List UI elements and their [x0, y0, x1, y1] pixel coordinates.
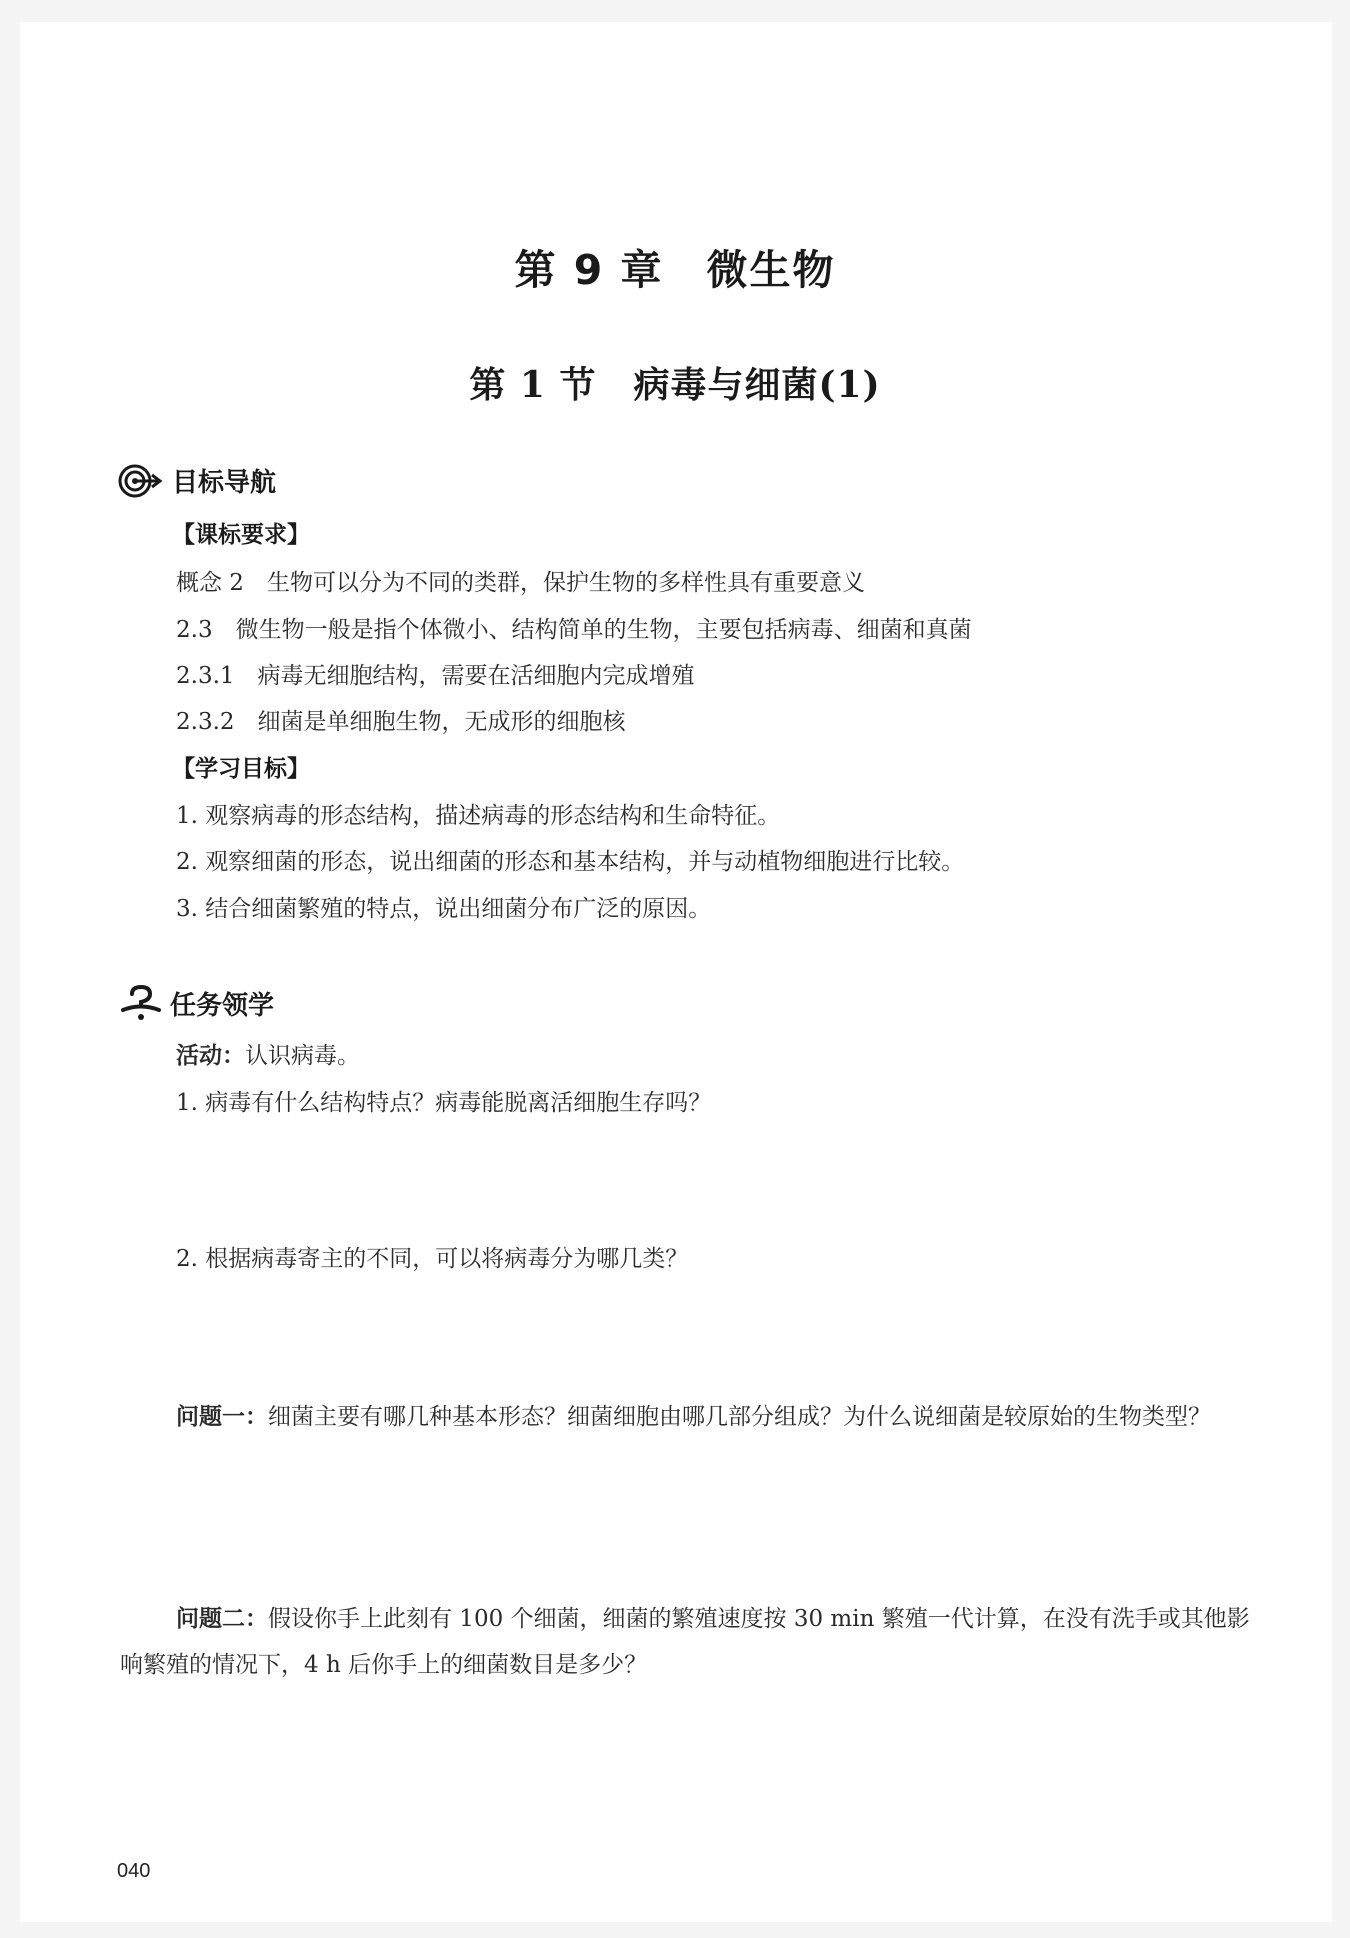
- page-number: 040: [117, 1860, 151, 1882]
- problem-2: [120, 1596, 1260, 1688]
- question-1: 1. 病毒有什么结构特点？病毒能脱离活细胞生存吗？: [176, 1090, 712, 1116]
- curriculum-item: 2.3 微生物一般是指个体微小、结构简单的生物，主要包括病毒、细菌和真菌: [176, 617, 972, 643]
- objective-item: 1. 观察病毒的形态结构，描述病毒的形态结构和生命特征。: [176, 803, 781, 829]
- problem-1-text: 细菌主要有哪几种基本形态？细菌细胞由哪几部分组成？为什么说细菌是较原始的生物类型？: [268, 1404, 1211, 1430]
- problem-1: [120, 1394, 1260, 1440]
- curriculum-item: 概念 2 生物可以分为不同的类群，保护生物的多样性具有重要意义: [176, 570, 865, 596]
- objective-item: 3. 结合细菌繁殖的特点，说出细菌分布广泛的原因。: [176, 896, 712, 922]
- problem-1-label: 问题一：: [176, 1404, 268, 1430]
- target-icon: [118, 463, 164, 499]
- section-title: 第 1 节 病毒与细菌(1): [469, 364, 881, 406]
- curriculum-label: 【课标要求】: [172, 522, 310, 548]
- activity-label: 活动：: [176, 1043, 245, 1069]
- question-2: 2. 根据病毒寄主的不同，可以将病毒分为哪几类？: [176, 1246, 689, 1272]
- activity-line: [176, 1037, 360, 1070]
- tasks-heading: [120, 984, 274, 1022]
- goals-heading-text: 目标导航: [172, 468, 277, 498]
- activity-text: 认识病毒。: [245, 1043, 360, 1069]
- curriculum-item: 2.3.2 细菌是单细胞生物，无成形的细胞核: [176, 709, 626, 735]
- tasks-heading-text: 任务领学: [170, 990, 275, 1021]
- chapter-title: 第 9 章 微生物: [514, 246, 836, 294]
- curriculum-item: 2.3.1 病毒无细胞结构，需要在活细胞内完成增殖: [176, 663, 695, 689]
- problem-2-label: 问题二：: [176, 1606, 268, 1632]
- question-person-icon: [120, 984, 162, 1022]
- objective-item: 2. 观察细菌的形态，说出细菌的形态和基本结构，并与动植物细胞进行比较。: [176, 849, 965, 875]
- goals-heading: [118, 462, 276, 499]
- problem-2-text: 假设你手上此刻有 100 个细菌，细菌的繁殖速度按 30 min 繁殖一代计算，在没有洗手或其他影响繁殖的情况下，4 h 后你手上的细菌数目是多少？: [120, 1606, 1250, 1678]
- objectives-label: 【学习目标】: [172, 756, 310, 782]
